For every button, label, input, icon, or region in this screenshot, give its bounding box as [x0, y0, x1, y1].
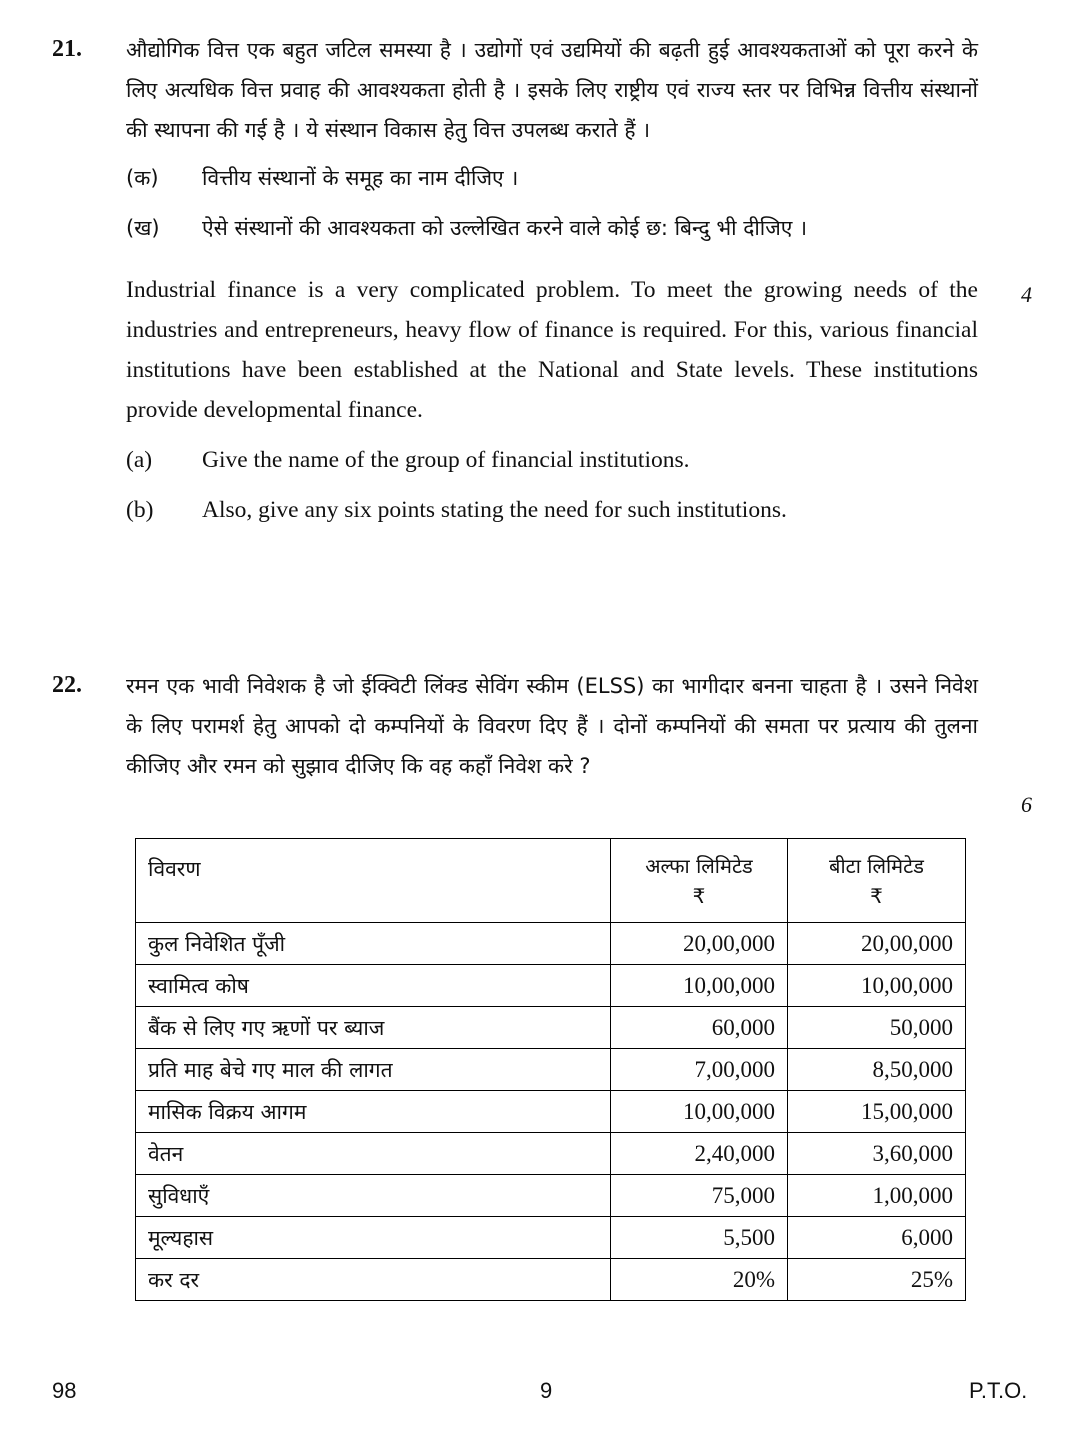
alpha-value: 75,000 [611, 1175, 788, 1217]
english-part-a [126, 440, 978, 490]
question-number: 22. [52, 672, 82, 698]
table-row [136, 1217, 966, 1259]
alpha-value: 2,40,000 [611, 1133, 788, 1175]
part-text: ऐसे संस्थानों की आवश्यकता को उल्लेखित करने वाले कोई छ: बिन्दु भी दीजिए । [202, 216, 808, 240]
table-row [136, 965, 966, 1007]
marks-q21: 4 [1021, 282, 1032, 307]
table-row [136, 1091, 966, 1133]
beta-value: 25% [788, 1259, 966, 1301]
alpha-value: 7,00,000 [611, 1049, 788, 1091]
company-name: बीटा लिमिटेड [829, 853, 924, 878]
beta-value: 10,00,000 [788, 965, 966, 1007]
question-number: 21. [52, 36, 82, 62]
alpha-value: 20,00,000 [611, 923, 788, 965]
table-row [136, 923, 966, 965]
hindi-part-kha [126, 208, 978, 258]
part-label: (a) [126, 447, 153, 473]
beta-value: 6,000 [788, 1217, 966, 1259]
alpha-value: 10,00,000 [611, 965, 788, 1007]
row-label: सुविधाएँ [136, 1175, 611, 1217]
beta-value: 3,60,000 [788, 1133, 966, 1175]
part-text: Also, give any six points stating the need for such institutions. [202, 497, 787, 523]
beta-value: 15,00,000 [788, 1091, 966, 1133]
header-cell: विवरण [136, 839, 611, 923]
english-intro: Industrial finance is a very complicated problem. To meet the growing needs of the industries and entrepreneurs, heavy flow of finance is required. For this, various financial institutions have been established at the National and State levels. These institutions provide developmental finance. [126, 277, 978, 423]
table-row [136, 1175, 966, 1217]
pto-label: P.T.O. [969, 1378, 1028, 1403]
header-cell-alpha [611, 839, 788, 923]
company-comparison-table [135, 838, 966, 1301]
row-label: स्वामित्व कोष [136, 965, 611, 1007]
table-row [136, 1007, 966, 1049]
hindi-part-ka [126, 158, 978, 208]
hindi-intro: औद्योगिक वित्त एक बहुत जटिल समस्या है । उद्योगों एवं उद्यमियों की बढ़ती हुई आवश्यकताओं को पूरा करने के लिए अत्यधिक वित्त प्रवाह की आवश्यकता होती है । इसके लिए राष्ट्रीय एवं राज्य स्तर पर विभिन्न वित्तीय संस्थानों की स्थापना की गई है । ये संस्थान विकास हेतु वित्त उपलब्ध कराते हैं । [126, 38, 978, 142]
part-text: वित्तीय संस्थानों के समूह का नाम दीजिए । [202, 166, 519, 190]
table-header-row [136, 839, 966, 923]
footer-code: 98 [52, 1378, 77, 1403]
alpha-value: 20% [611, 1259, 788, 1301]
part-label: (क) [126, 166, 159, 190]
currency-symbol: ₹ [692, 883, 706, 908]
part-text: Give the name of the group of financial institutions. [202, 447, 690, 473]
header-cell-beta [788, 839, 966, 923]
page-number: 9 [540, 1378, 553, 1403]
beta-value: 50,000 [788, 1007, 966, 1049]
marks-q22: 6 [1021, 792, 1032, 817]
beta-value: 20,00,000 [788, 923, 966, 965]
english-part-b [126, 490, 978, 540]
currency-symbol: ₹ [870, 883, 883, 908]
company-name: अल्फा लिमिटेड [645, 853, 753, 878]
alpha-value: 5,500 [611, 1217, 788, 1259]
beta-value: 8,50,000 [788, 1049, 966, 1091]
row-label: कर दर [136, 1259, 611, 1301]
hindi-intro: रमन एक भावी निवेशक है जो ईक्विटी लिंक्ड सेविंग स्कीम (ELSS) का भागीदार बनना चाहता है । उसने निवेश के लिए परामर्श हेतु आपको दो कम्पनियों के विवरण दिए हैं । दोनों कम्पनियों की समता पर प्रत्याय की तुलना कीजिए और रमन को सुझाव दीजिए कि वह कहाँ निवेश करे ? [126, 674, 978, 778]
alpha-value: 10,00,000 [611, 1091, 788, 1133]
row-label: प्रति माह बेचे गए माल की लागत [136, 1049, 611, 1091]
row-label: मासिक विक्रय आगम [136, 1091, 611, 1133]
alpha-value: 60,000 [611, 1007, 788, 1049]
beta-value: 1,00,000 [788, 1175, 966, 1217]
question-body [126, 30, 978, 540]
row-label: मूल्यहास [136, 1217, 611, 1259]
row-label: बैंक से लिए गए ऋणों पर ब्याज [136, 1007, 611, 1049]
part-label: (b) [126, 497, 154, 523]
part-label: (ख) [126, 216, 160, 240]
table-row [136, 1049, 966, 1091]
table-row [136, 1133, 966, 1175]
question-body [126, 666, 978, 786]
row-label: कुल निवेशित पूँजी [136, 923, 611, 965]
row-label: वेतन [136, 1133, 611, 1175]
table-row [136, 1259, 966, 1301]
